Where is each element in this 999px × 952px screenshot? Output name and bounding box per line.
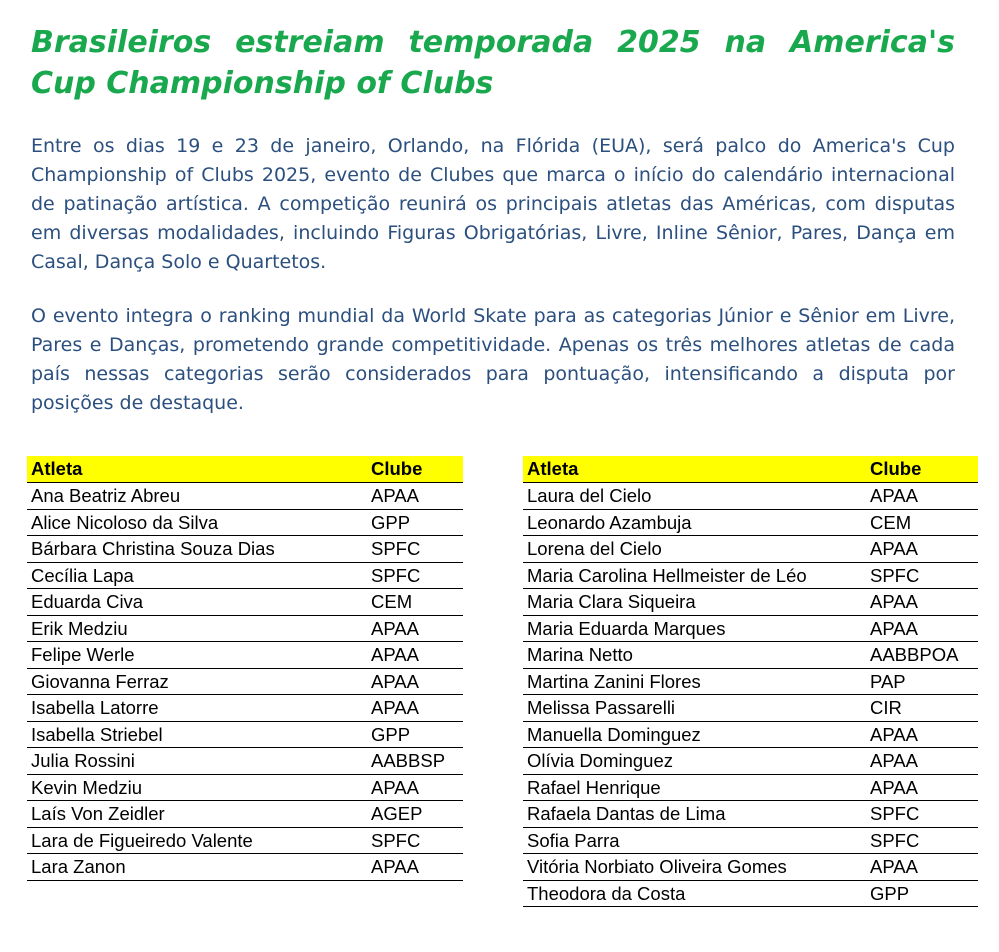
- athlete-name-cell: Erik Medziu: [27, 615, 367, 642]
- athlete-name-cell: Rafael Henrique: [523, 774, 866, 801]
- athlete-name-cell: Melissa Passarelli: [523, 695, 866, 722]
- club-cell: CIR: [866, 695, 978, 722]
- table-row: [523, 536, 978, 563]
- athlete-name-cell: Marina Netto: [523, 642, 866, 669]
- table-row: [523, 748, 978, 775]
- table-row: [523, 509, 978, 536]
- club-cell: APAA: [866, 721, 978, 748]
- athlete-name-cell: Theodora da Costa: [523, 880, 866, 907]
- athlete-name-cell: Vitória Norbiato Oliveira Gomes: [523, 854, 866, 881]
- club-cell: APAA: [866, 483, 978, 510]
- table-row: [523, 668, 978, 695]
- athlete-name-cell: Maria Carolina Hellmeister de Léo: [523, 562, 866, 589]
- club-cell: SPFC: [367, 536, 463, 563]
- athlete-name-cell: Laís Von Zeidler: [27, 801, 367, 828]
- athlete-name-cell: Bárbara Christina Souza Dias: [27, 536, 367, 563]
- club-cell: APAA: [866, 854, 978, 881]
- ranking-paragraph: O evento integra o ranking mundial da World Skate para as categorias Júnior e Sênior em Livre, Pares e Danças, prometendo grande competitividade. Apenas os três melhores atletas de cada país nessas categorias serão considerados para pontuação, intensificando a disputa por posições de destaque.: [31, 305, 955, 414]
- header-athlete: Atleta: [27, 456, 367, 483]
- club-cell: CEM: [367, 589, 463, 616]
- table-row: [27, 483, 463, 510]
- table-row: [27, 801, 463, 828]
- athletes-table-left: [27, 456, 463, 881]
- club-cell: APAA: [866, 536, 978, 563]
- table-row: [523, 801, 978, 828]
- club-cell: APAA: [866, 774, 978, 801]
- athlete-name-cell: Manuella Dominguez: [523, 721, 866, 748]
- club-cell: GPP: [866, 880, 978, 907]
- athlete-name-cell: Ana Beatriz Abreu: [27, 483, 367, 510]
- table-row: [27, 748, 463, 775]
- header-athlete: Atleta: [523, 456, 866, 483]
- athlete-name-cell: Rafaela Dantas de Lima: [523, 801, 866, 828]
- header-club: Clube: [866, 456, 978, 483]
- table-row: [523, 774, 978, 801]
- athlete-name-cell: Isabella Striebel: [27, 721, 367, 748]
- club-cell: SPFC: [866, 827, 978, 854]
- table-row: [523, 721, 978, 748]
- table-row: [27, 536, 463, 563]
- athlete-name-cell: Maria Clara Siqueira: [523, 589, 866, 616]
- table-row: [27, 589, 463, 616]
- athlete-name-cell: Sofia Parra: [523, 827, 866, 854]
- table-row: [523, 615, 978, 642]
- athlete-name-cell: Lara de Figueiredo Valente: [27, 827, 367, 854]
- club-cell: APAA: [367, 854, 463, 881]
- table-row: [523, 854, 978, 881]
- club-cell: AABBSP: [367, 748, 463, 775]
- athlete-name-cell: Julia Rossini: [27, 748, 367, 775]
- club-cell: APAA: [866, 589, 978, 616]
- club-cell: SPFC: [367, 562, 463, 589]
- table-row: [27, 695, 463, 722]
- athlete-name-cell: Olívia Dominguez: [523, 748, 866, 775]
- club-cell: APAA: [367, 774, 463, 801]
- athlete-name-cell: Lara Zanon: [27, 854, 367, 881]
- athlete-name-cell: Lorena del Cielo: [523, 536, 866, 563]
- club-cell: APAA: [866, 748, 978, 775]
- table-row: [523, 562, 978, 589]
- table-row: [523, 827, 978, 854]
- table-row: [27, 615, 463, 642]
- athlete-name-cell: Alice Nicoloso da Silva: [27, 509, 367, 536]
- header-club: Clube: [367, 456, 463, 483]
- athlete-name-cell: Felipe Werle: [27, 642, 367, 669]
- athlete-name-cell: Laura del Cielo: [523, 483, 866, 510]
- club-cell: GPP: [367, 721, 463, 748]
- club-cell: PAP: [866, 668, 978, 695]
- club-cell: APAA: [367, 668, 463, 695]
- athlete-name-cell: Isabella Latorre: [27, 695, 367, 722]
- club-cell: SPFC: [866, 801, 978, 828]
- club-cell: GPP: [367, 509, 463, 536]
- club-cell: CEM: [866, 509, 978, 536]
- table-header-row: [523, 456, 978, 483]
- club-cell: APAA: [367, 695, 463, 722]
- table-row: [523, 589, 978, 616]
- club-cell: SPFC: [367, 827, 463, 854]
- table-row: [523, 880, 978, 907]
- athlete-name-cell: Kevin Medziu: [27, 774, 367, 801]
- club-cell: AABBPOA: [866, 642, 978, 669]
- table-row: [27, 668, 463, 695]
- club-cell: AGEP: [367, 801, 463, 828]
- table-row: [523, 642, 978, 669]
- athlete-name-cell: Martina Zanini Flores: [523, 668, 866, 695]
- athletes-table-right: [523, 456, 978, 907]
- club-cell: APAA: [367, 483, 463, 510]
- athlete-name-cell: Maria Eduarda Marques: [523, 615, 866, 642]
- table-row: [27, 827, 463, 854]
- athlete-name-cell: Giovanna Ferraz: [27, 668, 367, 695]
- table-row: [27, 721, 463, 748]
- table-row: [27, 642, 463, 669]
- club-cell: APAA: [367, 642, 463, 669]
- table-header-row: [27, 456, 463, 483]
- table-row: [523, 695, 978, 722]
- athlete-name-cell: Leonardo Azambuja: [523, 509, 866, 536]
- club-cell: SPFC: [866, 562, 978, 589]
- athlete-name-cell: Cecília Lapa: [27, 562, 367, 589]
- club-cell: APAA: [367, 615, 463, 642]
- table-row: [27, 774, 463, 801]
- table-row: [27, 854, 463, 881]
- article-title: Brasileiros estreiam temporada 2025 na America's Cup Championship of Clubs: [31, 25, 955, 101]
- table-row: [27, 562, 463, 589]
- table-row: [27, 509, 463, 536]
- table-row: [523, 483, 978, 510]
- athlete-name-cell: Eduarda Civa: [27, 589, 367, 616]
- intro-paragraph: Entre os dias 19 e 23 de janeiro, Orlando, na Flórida (EUA), será palco do America's Cup Championship of Clubs 2025, evento de Clubes que marca o início do calendário internacional de patinação artística. A competição reunirá os principais atletas das Américas, com disputas em diversas modalidades, incluindo Figuras Obrigatórias, Livre, Inline Sênior, Pares, Dança em Casal, Dança Solo e Quartetos.: [31, 135, 955, 273]
- club-cell: APAA: [866, 615, 978, 642]
